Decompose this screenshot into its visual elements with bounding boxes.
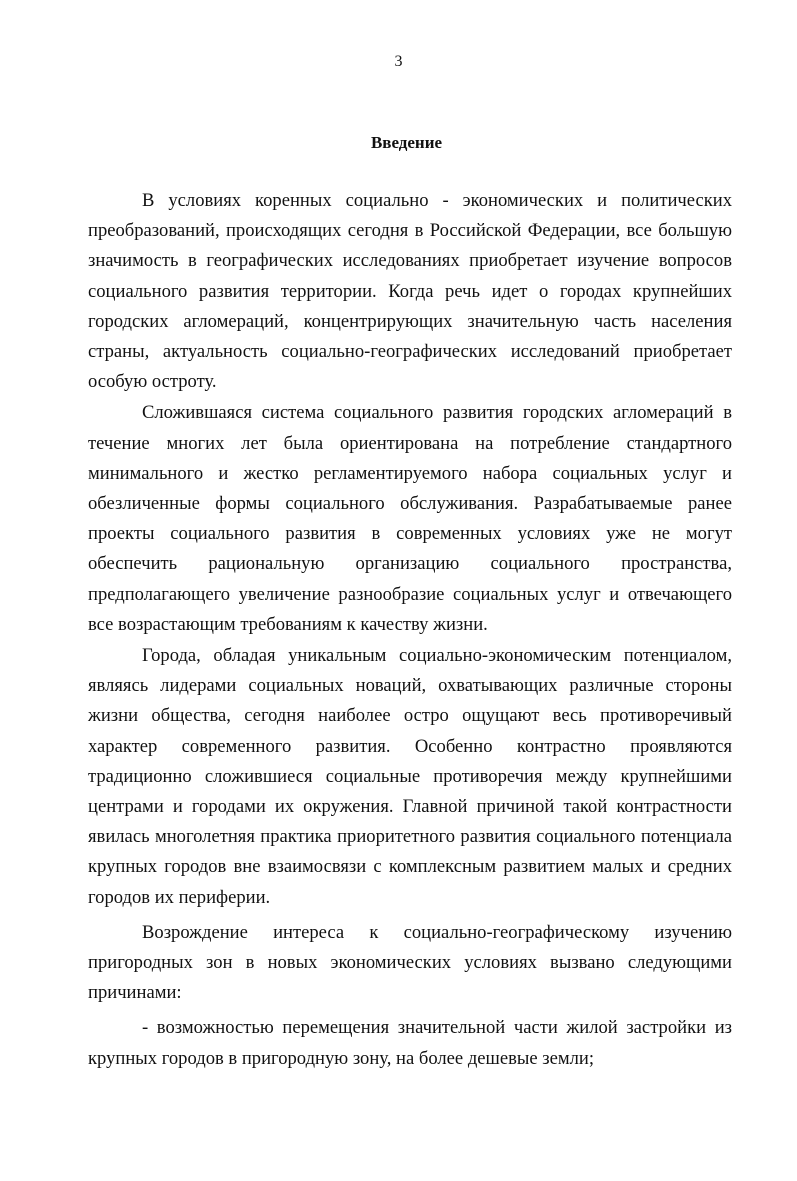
body-text bbox=[88, 186, 732, 1074]
paragraph-revival: Возрождение интереса к социально-географическому изучению пригородных зон в новых экономических условиях вызвано следующими причинами: bbox=[88, 921, 732, 1004]
paragraph-intro: В условиях коренных социально - экономических и политических преобразований, происходящих сегодня в Российской Федерации, все большую значимость в географических исследованиях приобретает изучение вопросов социального развития территории. Когда речь идет о городах крупнейших городских агломераций, концентрирующих значительную часть населения страны, актуальность социально-географических исследований приобретает особую остроту. bbox=[88, 190, 732, 393]
page-number: 3 bbox=[394, 53, 403, 70]
list-item-relocation: - возможностью перемещения значительной части жилой застройки из крупных городов в пригородную зону, на более дешевые земли; bbox=[88, 1017, 732, 1069]
paragraph-cities: Города, обладая уникальным социально-экономическим потенциалом, являясь лидерами социальных новаций, охватывающих различные стороны жизни общества, сегодня наиболее остро ощущают весь противоречивый характер современного развития. Особенно контрастно проявляются традиционно сложившиеся социальные противоречия между крупнейшими центрами и городами их окружения. Главной причиной такой контрастности явилась многолетняя практика приоритетного развития социального потенциала крупных городов вне взаимосвязи с комплексным развитием малых и средних городов их периферии. bbox=[88, 645, 732, 908]
section-title: Введение bbox=[370, 133, 443, 152]
paragraph-social-system: Сложившаяся система социального развития городских агломераций в течение многих лет была ориентирована на потребление стандартного минимального и жестко регламентируемого набора социальных услуг и обезличенные формы социального обслуживания. Разрабатываемые ранее проекты социального развития в современных условиях уже не могут обеспечить рациональную организацию социального пространства, предполагающего увеличение разнообразие социальных услуг и отвечающего все возрастающим требованиям к качеству жизни. bbox=[88, 402, 732, 635]
